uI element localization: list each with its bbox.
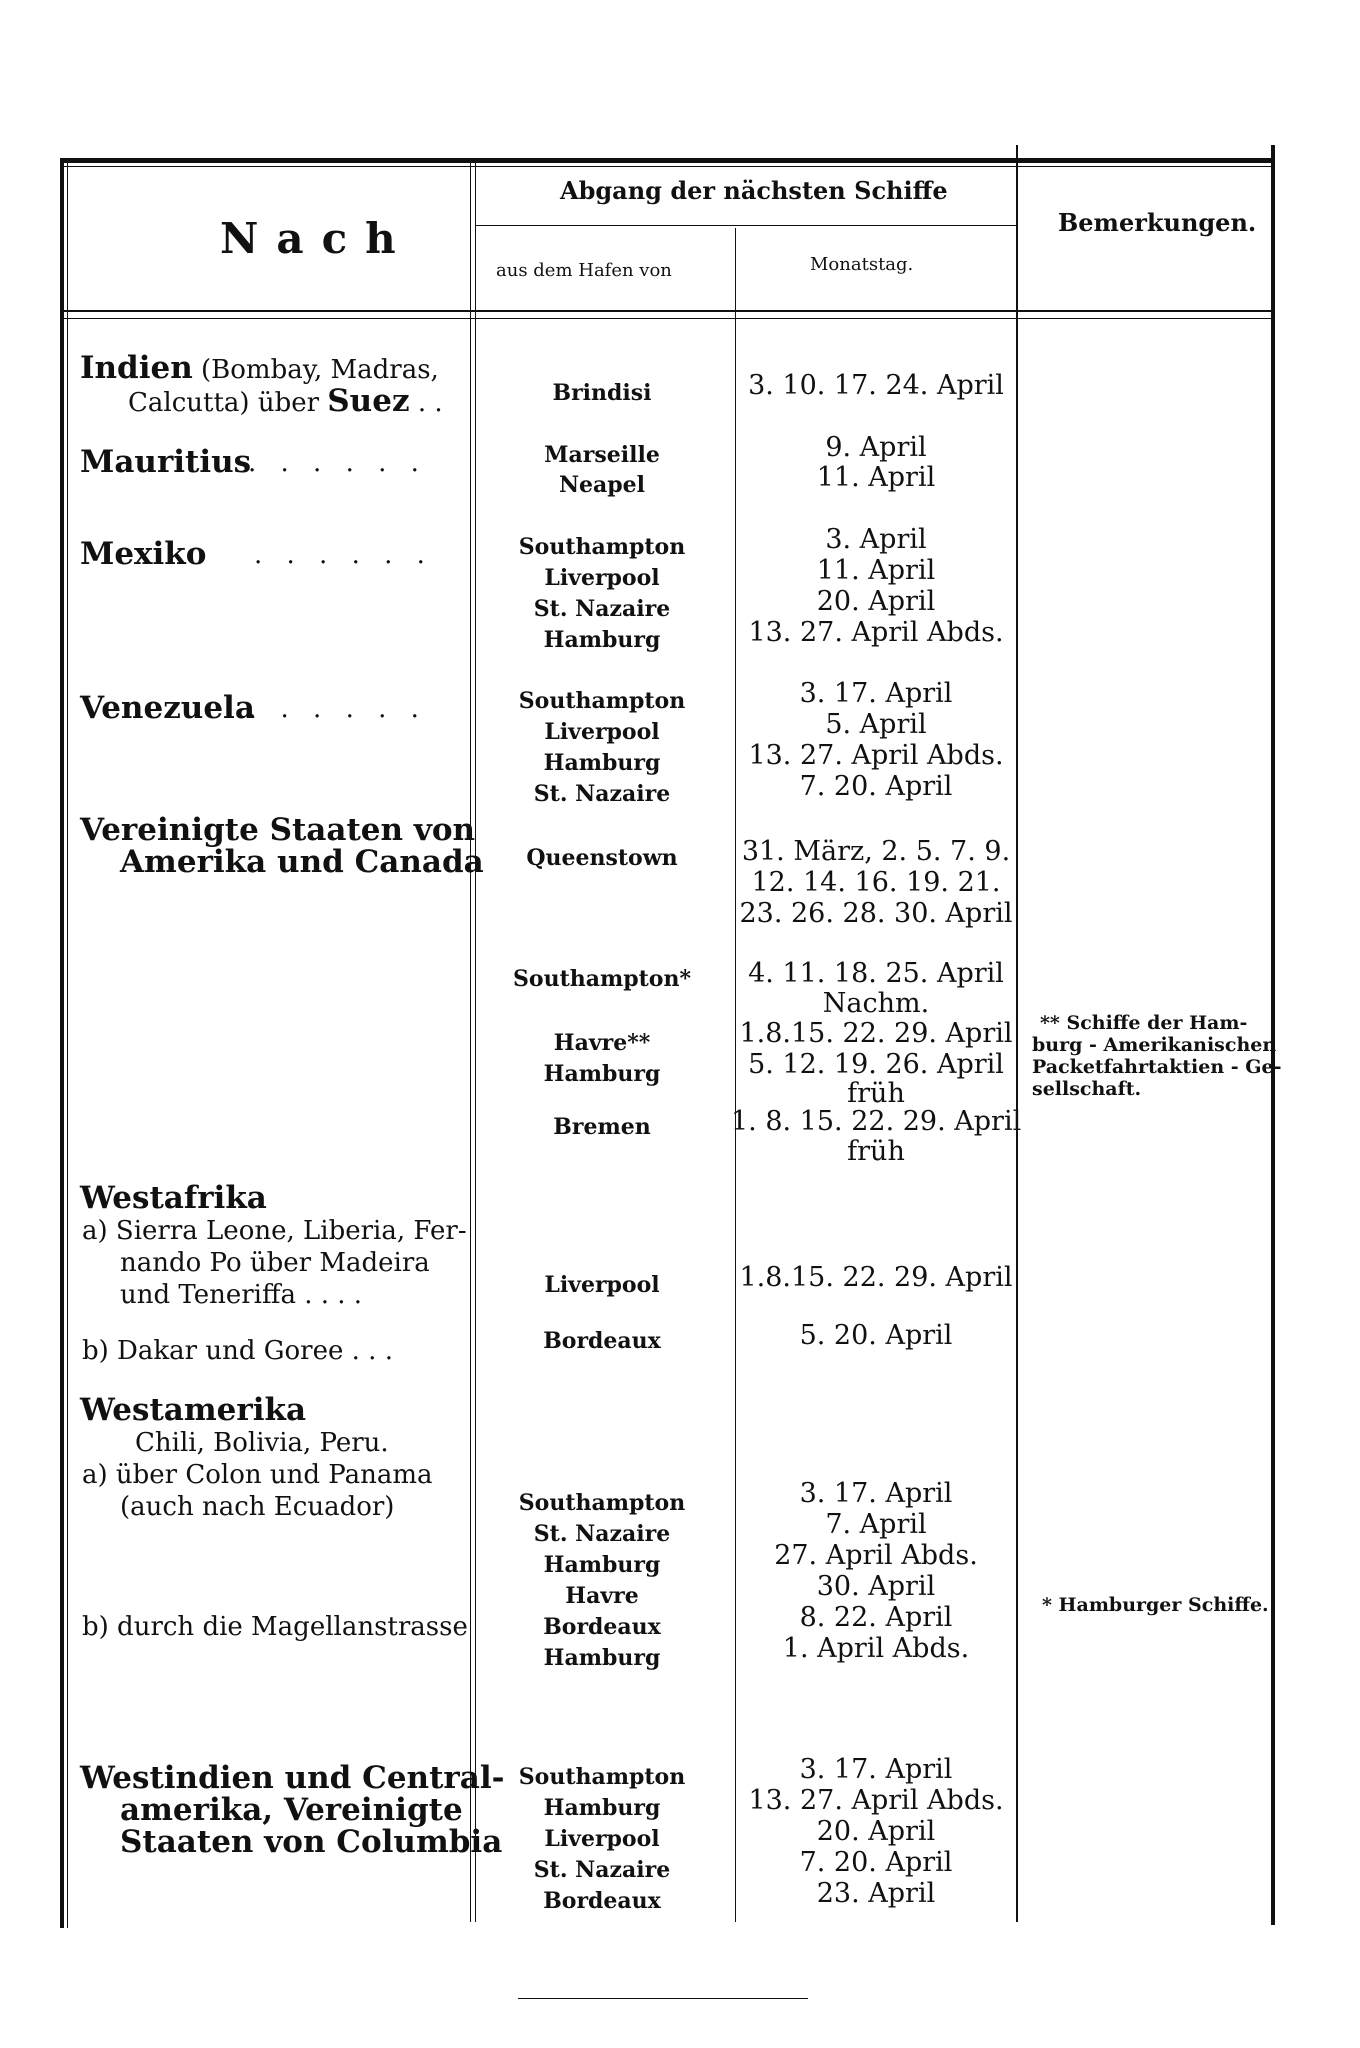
port: St. Nazaire bbox=[533, 1857, 671, 1883]
dest-text: . . bbox=[409, 388, 443, 418]
dest-westamerika: Westamerika bbox=[80, 1392, 307, 1428]
dest-westindien-3: Staaten von Columbia bbox=[120, 1824, 503, 1860]
note-hamburger: * Hamburger Schiffe. bbox=[1042, 1594, 1269, 1616]
date: 31. März, 2. 5. 7. 9. bbox=[741, 836, 1011, 867]
port: Southampton bbox=[518, 1490, 686, 1516]
port: Marseille bbox=[544, 442, 660, 468]
header-hafen: aus dem Hafen von bbox=[496, 260, 672, 281]
note-hapag: ** Schiffe der Ham- bbox=[1040, 1012, 1248, 1034]
dest-mauritius bbox=[80, 444, 251, 480]
date: 11. April bbox=[816, 555, 936, 586]
port: Southampton bbox=[518, 1764, 686, 1790]
date: 4. 11. 18. 25. April bbox=[748, 958, 1004, 989]
dest-westamerika-a: a) über Colon und Panama bbox=[82, 1460, 433, 1490]
port: Liverpool bbox=[544, 719, 660, 745]
date: früh bbox=[847, 1078, 905, 1109]
port: St. Nazaire bbox=[533, 1521, 671, 1547]
dest-westafrika-b: b) Dakar und Goree . . . bbox=[82, 1336, 393, 1366]
header-bemerkungen: Bemerkungen. bbox=[1058, 208, 1257, 237]
port: Bordeaux bbox=[543, 1614, 661, 1640]
date: Nachm. bbox=[822, 988, 930, 1019]
date: 1.8.15. 22. 29. April bbox=[739, 1018, 1013, 1049]
port: Havre bbox=[565, 1583, 639, 1609]
table-top-rule bbox=[60, 158, 1275, 163]
dest-dots: . . . . . . bbox=[248, 448, 427, 478]
dest-westamerika-b: b) durch die Magellanstrasse bbox=[82, 1612, 468, 1642]
dest-westafrika-a2: nando Po über Madeira bbox=[120, 1248, 430, 1278]
dest-venezuela bbox=[80, 690, 255, 726]
port: Hamburg bbox=[543, 1795, 661, 1821]
dest-dots: . . . . . . bbox=[254, 540, 433, 570]
date: 3. 17. April bbox=[799, 678, 953, 709]
port: Hamburg bbox=[543, 750, 661, 776]
date: 3. 10. 17. 24. April bbox=[748, 370, 1004, 401]
table-top-rule-thin bbox=[60, 166, 1275, 167]
header-monatstag: Monatstag. bbox=[810, 254, 914, 275]
port: Havre** bbox=[553, 1030, 651, 1056]
date: früh bbox=[847, 1136, 905, 1167]
port: Neapel bbox=[558, 472, 646, 498]
date: 7. 20. April bbox=[799, 771, 953, 802]
port: Liverpool bbox=[544, 1272, 660, 1298]
date: 3. April bbox=[825, 524, 927, 555]
dest-westamerika-sub: Chili, Bolivia, Peru. bbox=[135, 1428, 389, 1458]
date: 13. 27. April Abds. bbox=[748, 1785, 1004, 1816]
dest-vereinigte-staaten: Vereinigte Staaten von bbox=[80, 812, 476, 848]
footer-rule bbox=[518, 1998, 808, 1999]
port: Southampton bbox=[518, 534, 686, 560]
dest-text: (Bombay, Madras, bbox=[192, 355, 439, 385]
port: Bremen bbox=[553, 1114, 651, 1140]
date: 27. April Abds. bbox=[774, 1540, 978, 1571]
table-left-border bbox=[60, 158, 64, 1928]
date: 5. April bbox=[825, 709, 927, 740]
dest-westamerika-a2: (auch nach Ecuador) bbox=[120, 1492, 395, 1522]
date: 13. 27. April Abds. bbox=[748, 740, 1004, 771]
date: 11. April bbox=[816, 462, 936, 493]
port: St. Nazaire bbox=[533, 596, 671, 622]
dest-dots: . . . . . . bbox=[248, 694, 427, 724]
header-bottom-rule-2 bbox=[62, 318, 1274, 319]
port: Hamburg bbox=[543, 1061, 661, 1087]
dest-indien-2 bbox=[128, 383, 443, 419]
date: 23. 26. 28. 30. April bbox=[739, 898, 1013, 929]
dest-westafrika-a: a) Sierra Leone, Liberia, Fer- bbox=[82, 1216, 467, 1246]
header-nach: Nach bbox=[220, 214, 414, 263]
date: 5. 12. 19. 26. April bbox=[748, 1049, 1004, 1080]
dest-text: Venezuela bbox=[80, 690, 255, 726]
note-hapag: sellschaft. bbox=[1032, 1078, 1142, 1100]
date: 1.8.15. 22. 29. April bbox=[739, 1262, 1013, 1293]
date: 20. April bbox=[816, 1816, 936, 1847]
dest-westindien-2: amerika, Vereinigte bbox=[120, 1792, 463, 1828]
port: Southampton bbox=[518, 688, 686, 714]
date: 3. 17. April bbox=[799, 1754, 953, 1785]
dest-westafrika: Westafrika bbox=[80, 1180, 267, 1216]
dest-text: Mauritius bbox=[80, 444, 252, 480]
date: 30. April bbox=[816, 1571, 936, 1602]
port: Bordeaux bbox=[543, 1328, 661, 1354]
dest-text: Suez bbox=[327, 383, 410, 419]
header-abgang: Abgang der nächsten Schiffe bbox=[560, 176, 948, 205]
dest-text: Mexiko bbox=[80, 536, 207, 572]
port: Liverpool bbox=[544, 1826, 660, 1852]
date: 9. April bbox=[825, 432, 927, 463]
col-divider-1 bbox=[470, 162, 471, 1922]
header-bottom-rule bbox=[62, 310, 1274, 312]
table-left-border-thin bbox=[67, 162, 68, 1928]
note-hapag: burg - Amerikanischen bbox=[1032, 1034, 1277, 1056]
date: 20. April bbox=[816, 586, 936, 617]
date: 23. April bbox=[816, 1878, 936, 1909]
date: 12. 14. 16. 19. 21. bbox=[751, 867, 1001, 898]
date: 7. April bbox=[825, 1509, 927, 1540]
date: 1. April Abds. bbox=[782, 1633, 970, 1664]
port: Bordeaux bbox=[543, 1888, 661, 1914]
date: 7. 20. April bbox=[799, 1847, 953, 1878]
date: 1. 8. 15. 22. 29. April bbox=[731, 1106, 1022, 1137]
dest-indien bbox=[80, 350, 439, 386]
port: St. Nazaire bbox=[533, 781, 671, 807]
date: 13. 27. April Abds. bbox=[748, 617, 1004, 648]
date: 8. 22. April bbox=[799, 1602, 953, 1633]
dest-westafrika-a3: und Teneriffa . . . . bbox=[120, 1280, 363, 1310]
date: 3. 17. April bbox=[799, 1478, 953, 1509]
dest-mexiko bbox=[80, 536, 206, 572]
header-sub-rule bbox=[475, 225, 1016, 226]
port: Hamburg bbox=[543, 627, 661, 653]
dest-text: Indien bbox=[80, 350, 193, 386]
date: 5. 20. April bbox=[799, 1320, 953, 1351]
port: Liverpool bbox=[544, 565, 660, 591]
port: Hamburg bbox=[543, 1645, 661, 1671]
port: Queenstown bbox=[526, 845, 678, 871]
dest-westindien: Westindien und Central- bbox=[80, 1760, 505, 1796]
port: Hamburg bbox=[543, 1552, 661, 1578]
dest-text: Calcutta) über bbox=[128, 388, 328, 418]
port: Brindisi bbox=[552, 380, 652, 406]
port: Southampton* bbox=[513, 966, 691, 992]
note-hapag: Packetfahrtaktien - Ge- bbox=[1032, 1056, 1282, 1078]
dest-amerika-canada: Amerika und Canada bbox=[120, 844, 484, 880]
